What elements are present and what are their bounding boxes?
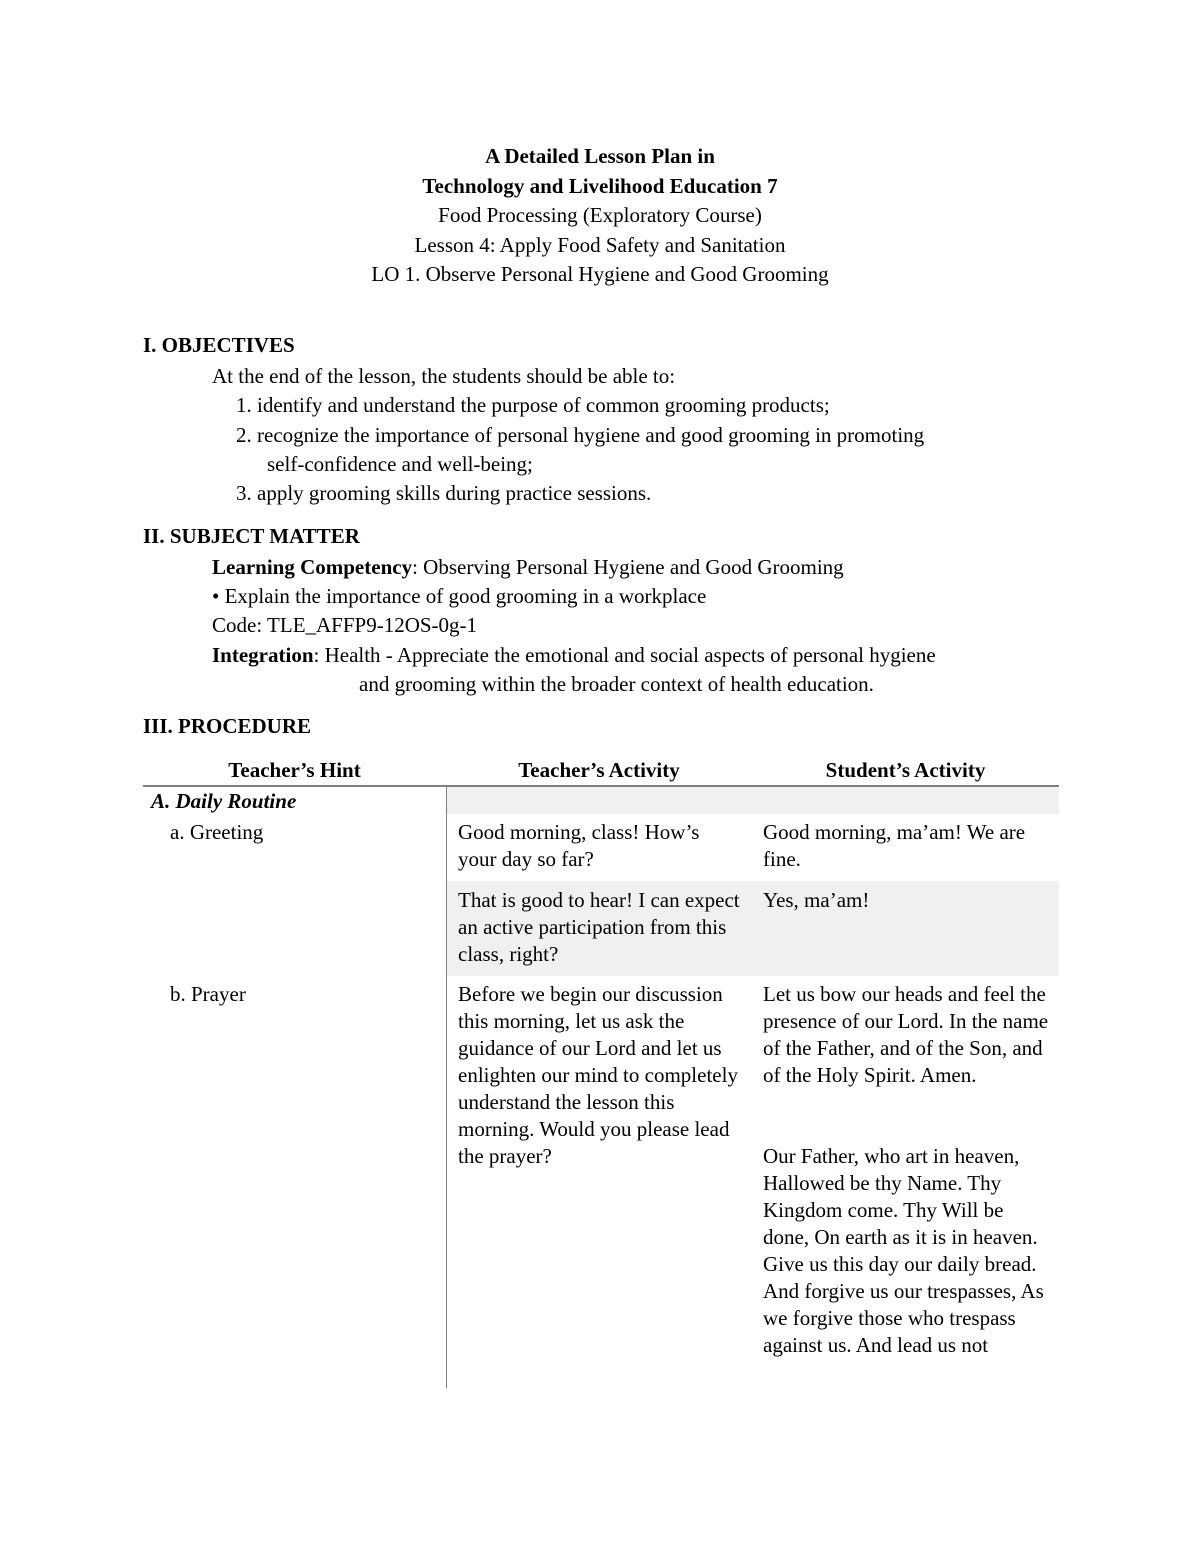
lesson-title-block (0, 142, 1200, 290)
teacher-greeting-2: That is good to hear! I can expect an active participation from this class, right? (458, 888, 740, 966)
integration-cont: and grooming within the broader context of health education. (359, 672, 874, 696)
objectives-intro: At the end of the lesson, the students should be able to: (212, 364, 676, 388)
subject-matter-heading: II. SUBJECT MATTER (143, 524, 360, 548)
title-line-3: Food Processing (Exploratory Course) (438, 203, 762, 227)
competency-code: Code: TLE_AFFP9-12OS-0g-1 (212, 613, 478, 637)
section-row-shade (447, 787, 1059, 814)
col-header-teachers-hint: Teacher’s Hint (228, 758, 361, 782)
column-divider (446, 787, 447, 1388)
title-line-2: Technology and Livelihood Education 7 (422, 173, 778, 198)
col-header-teachers-activity: Teacher’s Activity (518, 758, 680, 782)
student-greeting-1: Good morning, ma’am! We are fine. (763, 820, 1026, 871)
learning-competency (212, 553, 844, 582)
hint-prayer: b. Prayer (170, 982, 246, 1006)
objective-item-2-cont: self-confidence and well-being; (267, 452, 533, 476)
title-line-4: Lesson 4: Apply Food Safety and Sanitation (414, 232, 786, 257)
teacher-greeting-1: Good morning, class! How’s your day so far? (458, 820, 700, 871)
objective-item-1: 1. identify and understand the purpose of common grooming products; (236, 393, 830, 417)
objectives-heading: I. OBJECTIVES (143, 333, 295, 357)
competency-bullet: • Explain the importance of good grooming in a workplace (212, 584, 707, 608)
competency-label: Learning Competency (212, 555, 413, 579)
student-prayer-1: Let us bow our heads and feel the presence of our Lord. In the name of the Father, and of the Son, and of the Holy Spirit. Amen. (763, 982, 1049, 1087)
integration-label: Integration (212, 643, 314, 667)
procedure-heading: III. PROCEDURE (143, 714, 312, 738)
objective-item-2: 2. recognize the importance of personal hygiene and good grooming in promoting (236, 423, 925, 447)
hint-greeting: a. Greeting (170, 820, 264, 844)
student-greeting-2: Yes, ma’am! (763, 888, 870, 912)
section-daily-routine: A. Daily Routine (151, 789, 297, 813)
integration-text: : Health - Appreciate the emotional and social aspects of personal hygiene (313, 643, 936, 667)
objective-item-3: 3. apply grooming skills during practice sessions. (236, 481, 652, 505)
competency-text: : Observing Personal Hygiene and Good Grooming (412, 555, 844, 579)
col-header-students-activity: Student’s Activity (825, 758, 986, 782)
student-prayer-2: Our Father, who art in heaven, Hallowed be thy Name. Thy Kingdom come. Thy Will be done, On earth as it is in heaven. Give us this day our daily bread. And forgive us our trespasses, As we forgive those who trespass against us. And lead us not (763, 1144, 1044, 1357)
integration (212, 641, 936, 670)
title-line-5: LO 1. Observe Personal Hygiene and Good Grooming (371, 262, 829, 286)
teacher-prayer: Before we begin our discussion this morning, let us ask the guidance of our Lord and let us enlighten our mind to completely understand the lesson this morning. Would you please lead the prayer? (458, 982, 738, 1168)
title-line-1: A Detailed Lesson Plan in (485, 144, 715, 168)
